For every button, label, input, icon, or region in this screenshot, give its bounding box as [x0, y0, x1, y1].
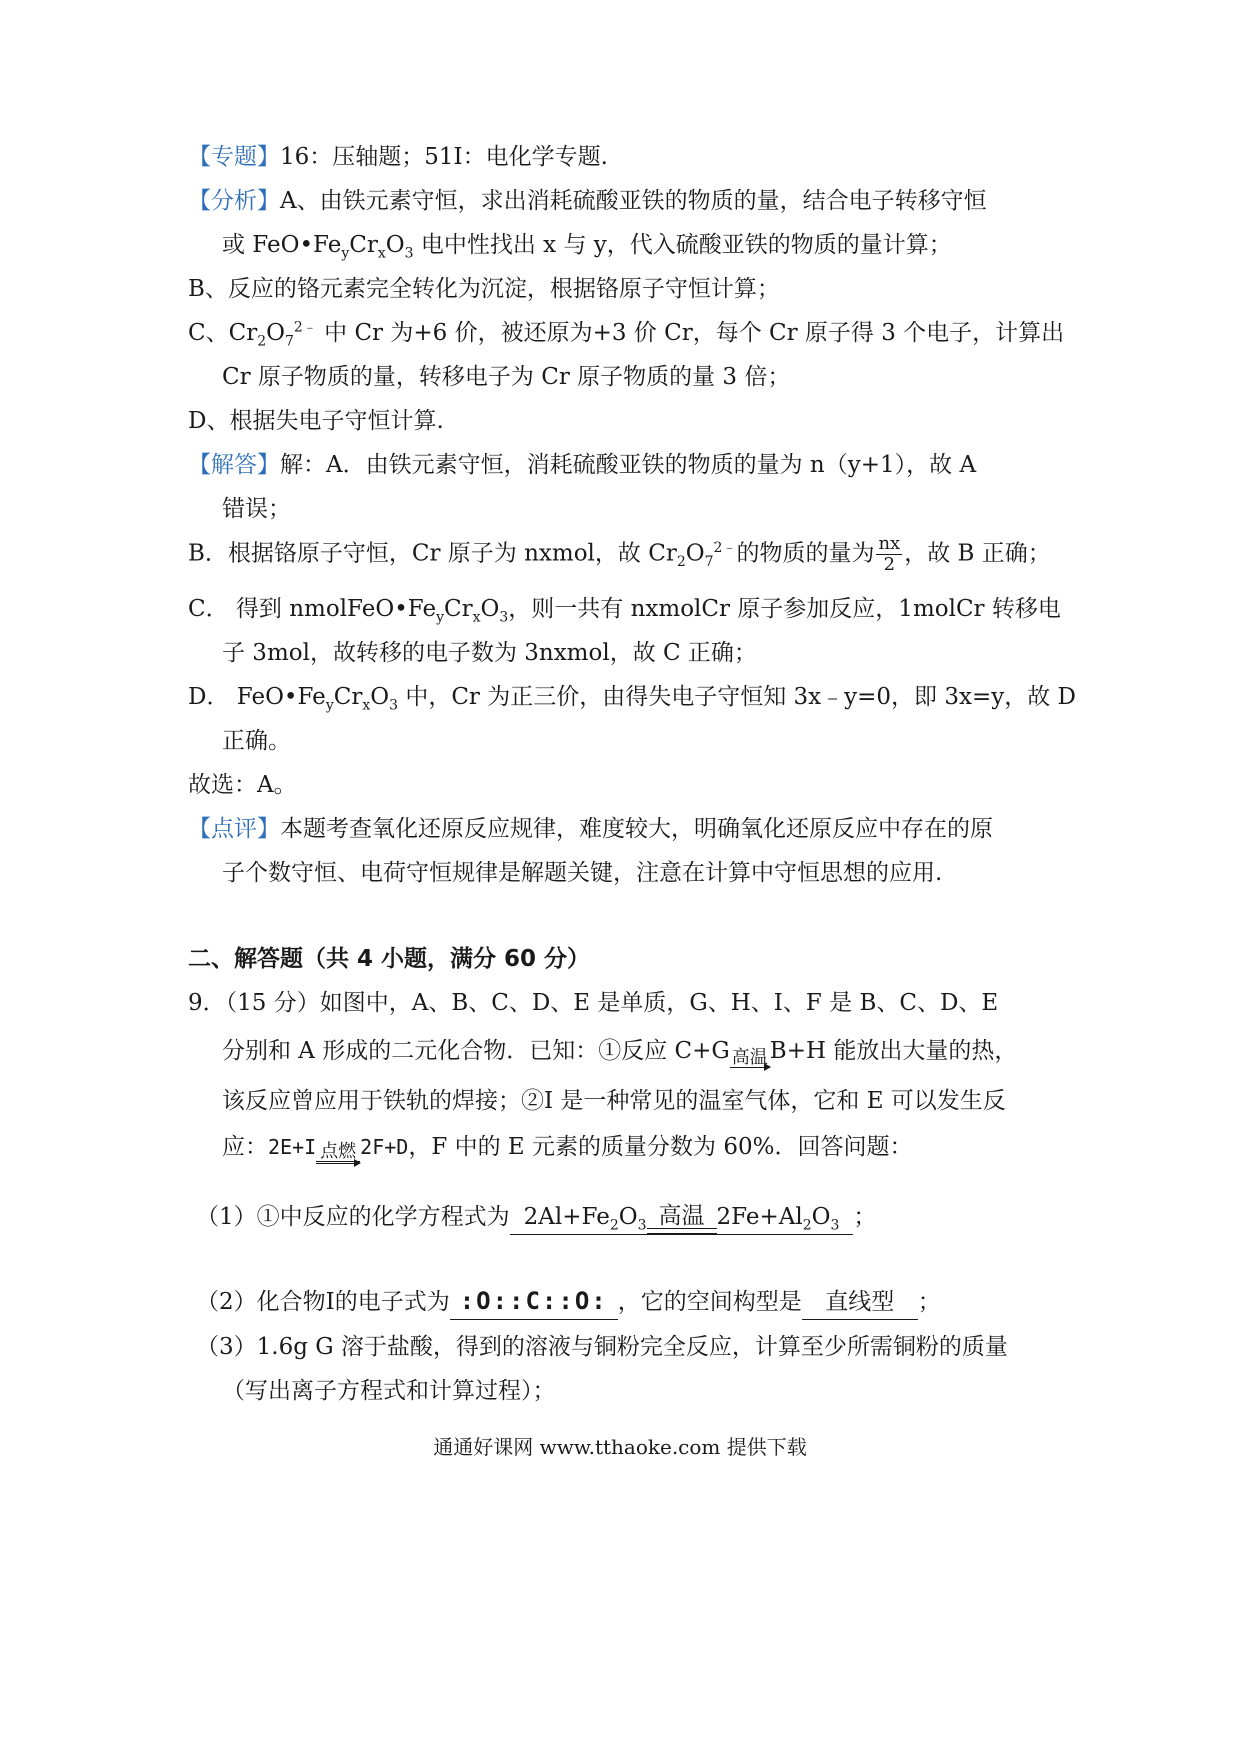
page-footer: 通通好课网 www.tthaoke.com 提供下载: [433, 1435, 807, 1459]
solution-line-a1: 【解答】解：A．由铁元素守恒，消耗硫酸亚铁的物质的量为 n（y+1），故 A: [188, 452, 977, 478]
analysis-line-c1: C、$Cr_2O_7^{2﹣}$ 中 Cr 为+6 价，被还原为+3 价 Cr，每个 Cr 原子得 3 个电子，计算出: [188, 319, 1065, 350]
answer-blank-3: 直线型: [802, 1285, 918, 1320]
solution-choice: 故选：A。: [188, 772, 297, 798]
review-line-1: 【点评】本题考查氧化还原反应规律，难度较大，明确氧化还原反应中存在的原: [188, 816, 993, 842]
review-line-2: 子个数守恒、电荷守恒规律是解题关键，注意在计算中守恒思想的应用.: [222, 860, 943, 886]
analysis-line-c2: Cr 原子物质的量，转移电子为 Cr 原子物质的量 3 倍；: [222, 364, 791, 390]
solution-line-b: B．根据铬原子守恒，Cr 原子为 nxmol，故 $Cr_2O_7^{2﹣}$的物质的量为 $\frac{nx}{2}$ ，故 B 正确；: [188, 533, 1051, 575]
question-9-part-3-line-1: （3）1.6g G 溶于盐酸，得到的溶液与铜粉完全反应，计算至少所需铜粉的质量: [196, 1334, 1008, 1360]
analysis-line-d: D、根据失电子守恒计算.: [188, 408, 444, 434]
topic-text: 16：压轴题；51I：电化学专题.: [280, 144, 608, 170]
analysis-line-2: 或 $FeO•Fe_yCr_xO_3$ 电中性找出 x 与 y，代入硫酸亚铁的物质的量计算；: [222, 232, 952, 262]
question-9-line-1: 9．（15 分）如图中，A、B、C、D、E 是单质，G、H、I、F 是 B、C、D、E: [188, 990, 999, 1016]
question-9-part-3-line-2: （写出离子方程式和计算过程）；: [222, 1378, 556, 1404]
analysis-line-1: 【分析】A、由铁元素守恒，求出消耗硫酸亚铁的物质的量，结合电子转移守恒: [188, 188, 987, 214]
question-9-part-2: （2）化合物I的电子式为 :O::C::O: ，它的空间构型是 直线型 ；: [196, 1284, 1076, 1320]
topic-tag: 【专题】: [188, 144, 280, 170]
fraction: $\frac{nx}{2}$: [878, 533, 901, 575]
reaction-condition: 高温: [731, 1047, 768, 1068]
review-tag: 【点评】: [188, 816, 280, 842]
reaction-condition: 点燃: [316, 1143, 360, 1164]
question-9-line-2: 分别和 A 形成的二元化合物．已知：①反应 C+G 高温 B+H 能放出大量的热，: [222, 1038, 1018, 1068]
question-9-part-1: （1）①中反应的化学方程式为 $2Al+Fe_2O_3$ 高温 $2Fe+Al_2O_3$ ；: [196, 1200, 1076, 1235]
topic-line: [188, 140, 1068, 174]
answer-blank-2: [450, 1284, 618, 1320]
solution-line-c2: 子 3mol，故转移的电子数为 3nxmol，故 C 正确；: [222, 640, 757, 666]
solution-tag: 【解答】: [188, 452, 280, 478]
solution-line-a2: 错误；: [222, 496, 291, 522]
section-heading: 二、解答题（共 4 小题，满分 60 分）: [188, 946, 591, 972]
solution-line-d1: D． $FeO•Fe_yCr_xO_3$ 中，Cr 为正三价，由得失电子守恒知 3x﹣y=0，即 3x=y，故 D: [188, 684, 1076, 714]
question-9-line-3: 该反应曾应用于铁轨的焊接；②I 是一种常见的温室气体，它和 E 可以发生反: [222, 1088, 1006, 1114]
reaction-condition: 高温: [647, 1204, 717, 1234]
analysis-line-b: B、反应的铬元素完全转化为沉淀，根据铬原子守恒计算；: [188, 276, 780, 302]
solution-line-c1: C． 得到 $nmolFeO•Fe_yCr_xO_3$，则一共有 nxmolCr 原子参加反应，1molCr 转移电: [188, 596, 1061, 626]
electron-formula: :O::C::O:: [459, 1287, 608, 1315]
solution-line-d2: 正确。: [222, 728, 291, 754]
question-9-line-4: 应：2E+I 点燃 2F+D，F 中的 E 元素的质量分数为 60%．回答问题：: [222, 1134, 913, 1162]
answer-blank-1: $2Al+Fe_2O_3$ 高温 $2Fe+Al_2O_3$: [510, 1200, 854, 1235]
analysis-tag: 【分析】: [188, 188, 280, 214]
